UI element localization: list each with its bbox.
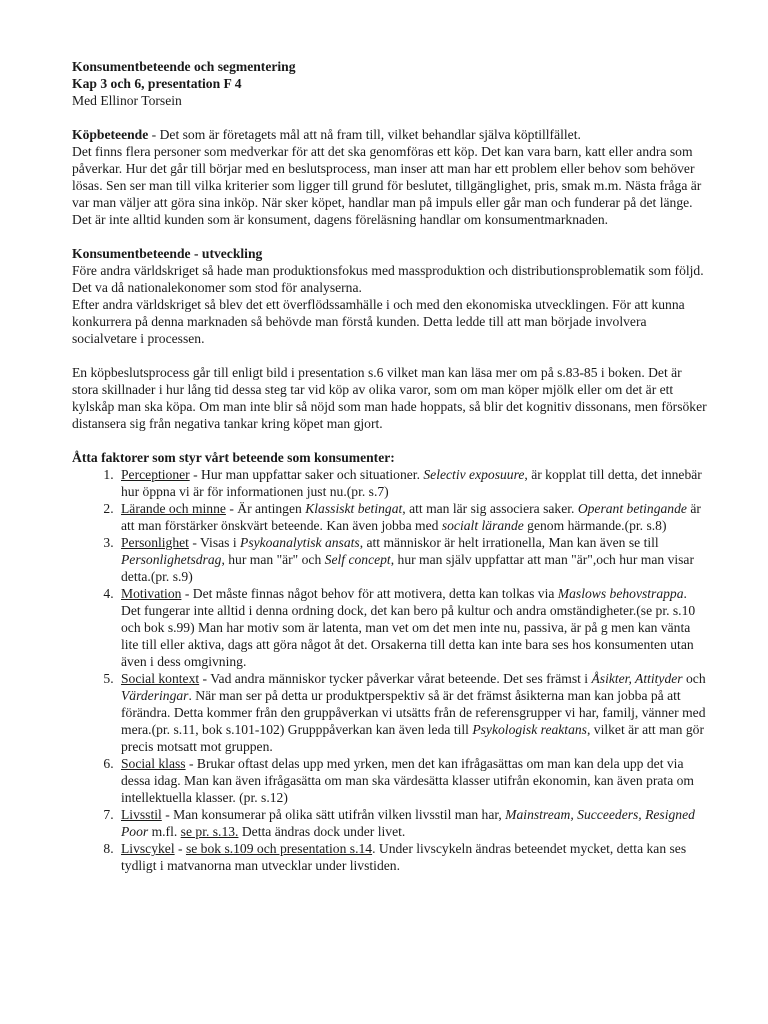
list-item-social-kontext: 5. Social kontext - Vad andra människor tycker påverkar vårat beteende. Det ses främst i Åsikter, Attityder och Värderingar. När man ser på detta ur produktperspektiv så är det främst åsikterna man kan jobba på att förändra. Detta kommer från den gruppåverkan vi utsätts från de referensgrupper vi har, familj, vänner med mera.(pr. s.11, bok s.101-102) Grupppåverkan kan även leda till Psykologisk reaktans, vilket är att man gör precis motsatt mot gruppen. <box>117 670 708 755</box>
faktorer-heading: Åtta faktorer som styr vårt beteende som konsumenter: <box>72 450 395 465</box>
document-chapter: Kap 3 och 6, presentation F 4 <box>72 76 242 91</box>
kopbeteende-paragraph: Det finns flera personer som medverkar för att det ska genomföras ett köp. Det kan vara barn, katt eller andra som påverkar. Hur det går till börjar med en beslutsprocess, man inser att man har ett problem eller behov som behöver lösas. Sen ser man till vilka kriterier som ligger till grund för beslutet, tillgänglighet, pris, smak m.m. Nästa fråga är var man väljer att göra sina inköp. När sker köpet, handlar man på impuls eller går man och funderar på det länge. <box>72 144 702 210</box>
list-item-motivation: 4. Motivation - Det måste finnas något behov för att motivera, detta kan tolkas via Maslows behovstrappa. Det fungerar inte alltid i denna ordning dock, det kan bero på kultur och andra omständigheter.(se pr. s.10 och bok s.99) Man har motiv som är latenta, man vet om det men inte nu, passiva, är på g men kan vänta lite till eller aktiva, dags att göra något åt det. Orsakerna till detta kan inte bara ses hos konsumenten utan även i dess omgivning. <box>117 585 708 670</box>
kopbeteende-heading: Köpbeteende <box>72 127 149 142</box>
list-item-social-klass: 6. Social klass - Brukar oftast delas upp med yrken, men det kan ifrågasättas om man kan dela upp det via dessa idag. Man kan även ifrågasätta om man ska värdesätta klasser utifrån ekonomin, kan även prata om intellektuella klasser. (pr. s.12) <box>117 755 708 806</box>
list-item-livscykel: 8. Livscykel - se bok s.109 och presentation s.14. Under livscykeln ändras beteendet mycket, detta kan ses tydligt i matvanorna man utvecklar under livstiden. <box>117 840 708 874</box>
utveckling-paragraph-1: Före andra världskriget så hade man produktionsfokus med massproduktion och distributionsproblematik som följd. Det va då nationalekonomer som stod för analyserna. <box>72 263 704 295</box>
list-item-personlighet: 3. Personlighet - Visas i Psykoanalytisk ansats, att människor är helt irrationella, Man kan även se till Personlighetsdrag, hur man "är" och Self concept, hur man själv uppfattar att man "är",och hur man visar detta.(pr. s.9) <box>117 534 708 585</box>
kopbeteende-intro: Köpbeteende - Det som är företagets mål att nå fram till, vilket behandlar själva köptillfället. <box>72 127 581 142</box>
list-item-perceptioner: 1. Perceptioner - Hur man uppfattar saker och situationer. Selectiv exposuure, är kopplat till detta, det innebär hur öppna vi är för informationen just nu.(pr. s.7) <box>117 466 708 500</box>
document-title: Konsumentbeteende och segmentering <box>72 59 296 74</box>
utveckling-paragraph-2: Efter andra världskriget så blev det ett överflödssamhälle i och med den ekonomiska utvecklingen. För att kunna konkurrera på denna marknaden så behövde man förstå kunden. Detta ledde till att man började involvera socialvetare i processen. <box>72 297 685 346</box>
beslutsprocess-paragraph: En köpbeslutsprocess går till enligt bild i presentation s.6 vilket man kan läsa mer om på s.83-85 i boken. Det är stora skillnader i hur lång tid dessa steg tar vid köp av olika varor, som om man köper mjölk eller om det är ett kylskåp man ska köpa. Om man inte blir så nöjd som man hade hoppats, så blir det kognitiv dissonans, men försöker distansera sig från negativa tankar kring köpet man gjort. <box>72 365 707 431</box>
list-item-larande: 2. Lärande och minne - Är antingen Klassiskt betingat, att man lär sig associera saker. Operant betingande är att man förstärker önskvärt beteende. Kan även jobba med socialt lärande genom härmande.(pr. s.8) <box>117 500 708 534</box>
utveckling-heading: Konsumentbeteende - utveckling <box>72 246 263 261</box>
document-author: Med Ellinor Torsein <box>72 93 182 108</box>
list-item-livsstil: 7. Livsstil - Man konsumerar på olika sätt utifrån vilken livsstil man har, Mainstream, Succeeders, Resigned Poor m.fl. se pr. s.13. Detta ändras dock under livet. <box>117 806 708 840</box>
faktorer-list <box>72 466 708 874</box>
kopbeteende-paragraph-2: Det är inte alltid kunden som är konsument, dagens föreläsning handlar om konsumentmarknaden. <box>72 212 609 227</box>
